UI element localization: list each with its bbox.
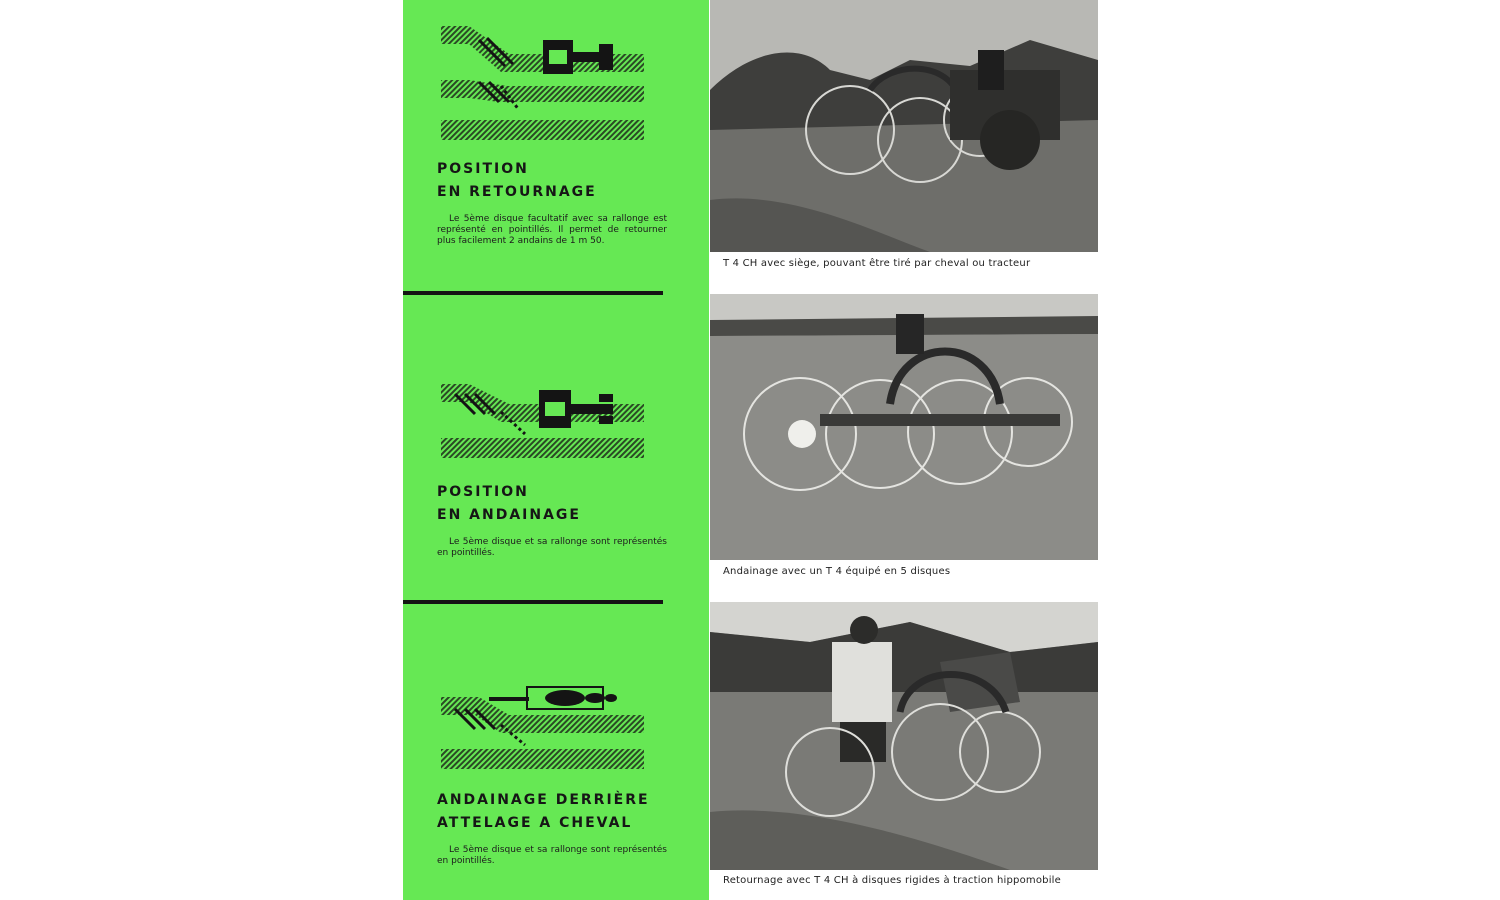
section-andainage — [403, 296, 703, 596]
photo-caption: T 4 CH avec siège, pouvant être tiré par cheval ou tracteur — [723, 258, 1031, 269]
photo-windrowing — [710, 294, 1098, 560]
section-title: POSITION EN ANDAINAGE — [437, 484, 581, 523]
section-attelage-cheval — [403, 605, 703, 900]
photo-horse-drawn — [710, 602, 1098, 870]
section-title: POSITION EN RETOURNAGE — [437, 161, 597, 200]
tractor-raking-diagram-icon — [439, 24, 649, 144]
brochure-page — [403, 0, 1098, 900]
photo-caption: Retournage avec T 4 CH à disques rigides à traction hippomobile — [723, 875, 1062, 886]
section-title: ANDAINAGE DERRIÈRE ATTELAGE A CHEVAL — [437, 792, 650, 831]
section-description: Le 5ème disque et sa rallonge sont représentés en pointillés. — [437, 845, 667, 866]
section-description: Le 5ème disque facultatif avec sa rallonge est représenté en pointillés. Il permet de retourner plus facilement 2 andains de 1 m 50. — [437, 214, 667, 246]
section-divider — [403, 291, 663, 295]
tractor-windrowing-diagram-icon — [439, 382, 649, 462]
horse-drawn-diagram-icon — [439, 683, 649, 773]
section-divider — [403, 600, 663, 604]
photo-caption: Andainage avec un T 4 équipé en 5 disques — [723, 566, 951, 577]
photo-tractor-rake — [710, 0, 1098, 252]
section-retournage — [403, 0, 703, 290]
section-description: Le 5ème disque et sa rallonge sont représentés en pointillés. — [437, 537, 667, 558]
green-panel — [403, 0, 709, 900]
